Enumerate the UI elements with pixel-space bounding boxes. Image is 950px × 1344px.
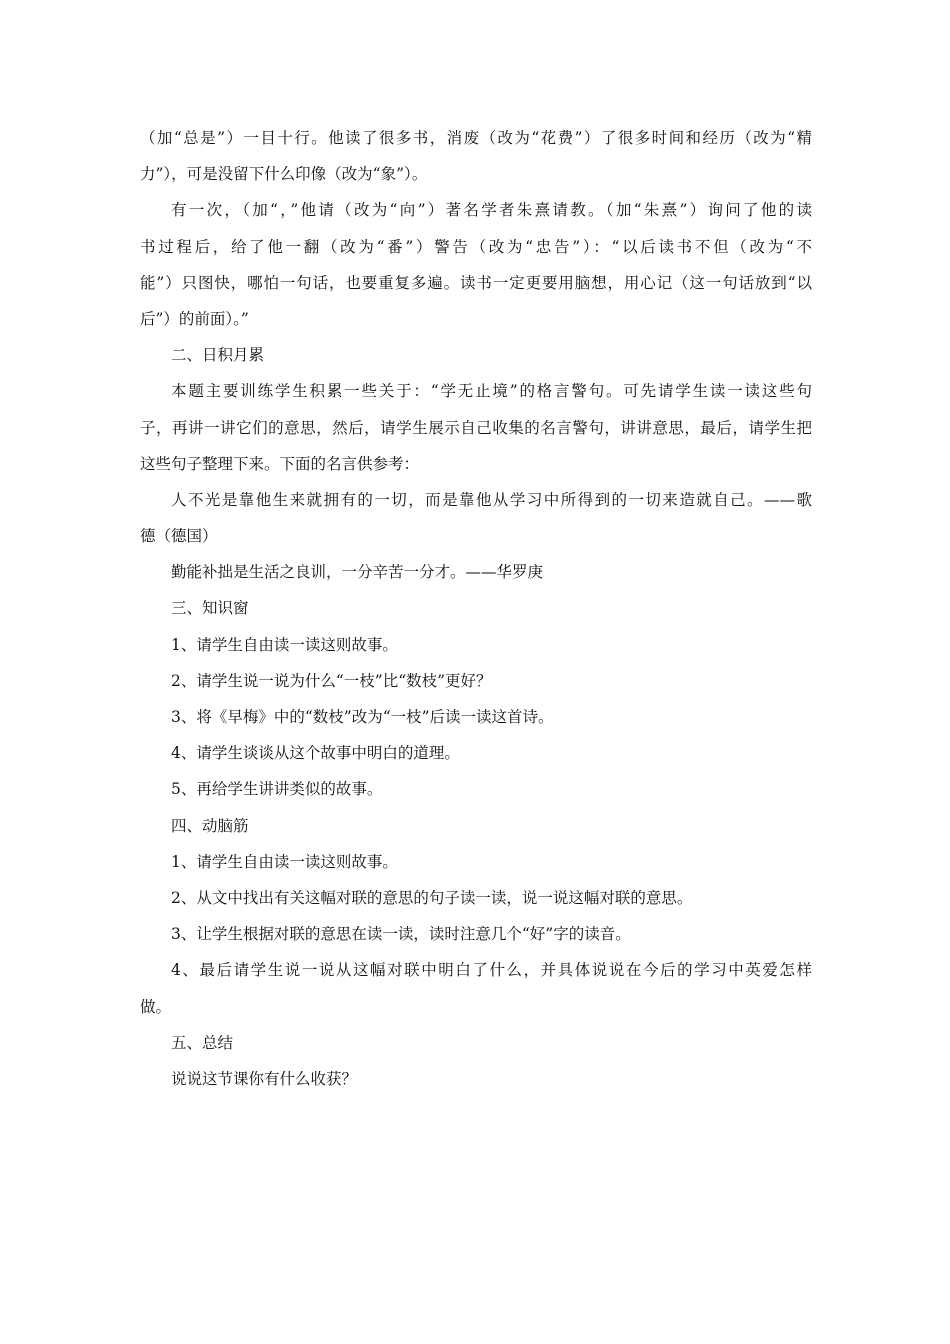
- list-item: 4、请学生谈谈从这个故事中明白的道理。: [171, 744, 460, 763]
- paragraph-line: 书过程后，给了他一翻（改为“番”）警告（改为“忠告”）：“以后读书不但（改为“不: [140, 237, 812, 256]
- list-item: 4、最后请学生说一说从这幅对联中明白了什么，并具体说说在今后的学习中英爱怎样: [171, 961, 812, 980]
- section-heading: 四、动脑筋: [171, 816, 249, 835]
- paragraph-line: 子，再讲一讲它们的意思，然后，请学生展示自己收集的名言警句，讲讲意思，最后，请学生把: [140, 418, 812, 437]
- quote-line: 勤能补拙是生活之良训，一分辛苦一分才。——华罗庚: [171, 563, 544, 582]
- paragraph-line: 说说这节课你有什么收获？: [171, 1069, 358, 1088]
- list-item: 3、将《早梅》中的“数枝”改为“一枝”后读一读这首诗。: [171, 708, 554, 726]
- list-item: 5、再给学生讲讲类似的故事。: [171, 780, 383, 799]
- section-heading: 五、总结: [171, 1033, 234, 1052]
- list-item: 1、请学生自由读一读这则故事。: [171, 852, 398, 871]
- paragraph-line: 有一次，（加“，”他请（改为“向”）著名学者朱熹请教。（加“朱熹”）询问了他的读: [171, 201, 812, 220]
- paragraph-line: 后”）的前面）。”: [140, 309, 249, 328]
- quote-line: 人不光是靠他生来就拥有的一切，而是靠他从学习中所得到的一切来造就自己。——歌: [171, 490, 812, 509]
- paragraph-line: 力”），可是没留下什么印像（改为“象”）。: [140, 165, 428, 184]
- quote-line: 德（德国）: [140, 527, 218, 546]
- list-item-continuation: 做。: [140, 997, 172, 1016]
- list-item: 2、请学生说一说为什么“一枝”比“数枝”更好？: [171, 671, 492, 690]
- paragraph-line: 能”）只图快，哪怕一句话，也要重复多遍。读书一定更要用脑想，用心记（这一句话放到“以: [140, 273, 812, 292]
- list-item: 1、请学生自由读一读这则故事。: [171, 635, 398, 654]
- paragraph-line: 这些句子整理下来。下面的名言供参考：: [140, 454, 420, 473]
- list-item: 2、从文中找出有关这幅对联的意思的句子读一读，说一说这幅对联的意思。: [171, 888, 693, 907]
- section-heading: 二、日积月累: [171, 346, 265, 365]
- document-page: [140, 120, 812, 1097]
- list-item: 3、让学生根据对联的意思在读一读，读时注意几个“好”字的读音。: [171, 925, 631, 944]
- paragraph-line: 本题主要训练学生积累一些关于：“学无止境”的格言警句。可先请学生读一读这些句: [171, 382, 812, 401]
- section-heading: 三、知识窗: [171, 599, 249, 618]
- paragraph-line: （加“总是”）一目十行。他读了很多书，消废（改为“花费”）了很多时间和经历（改为“精: [140, 129, 812, 147]
